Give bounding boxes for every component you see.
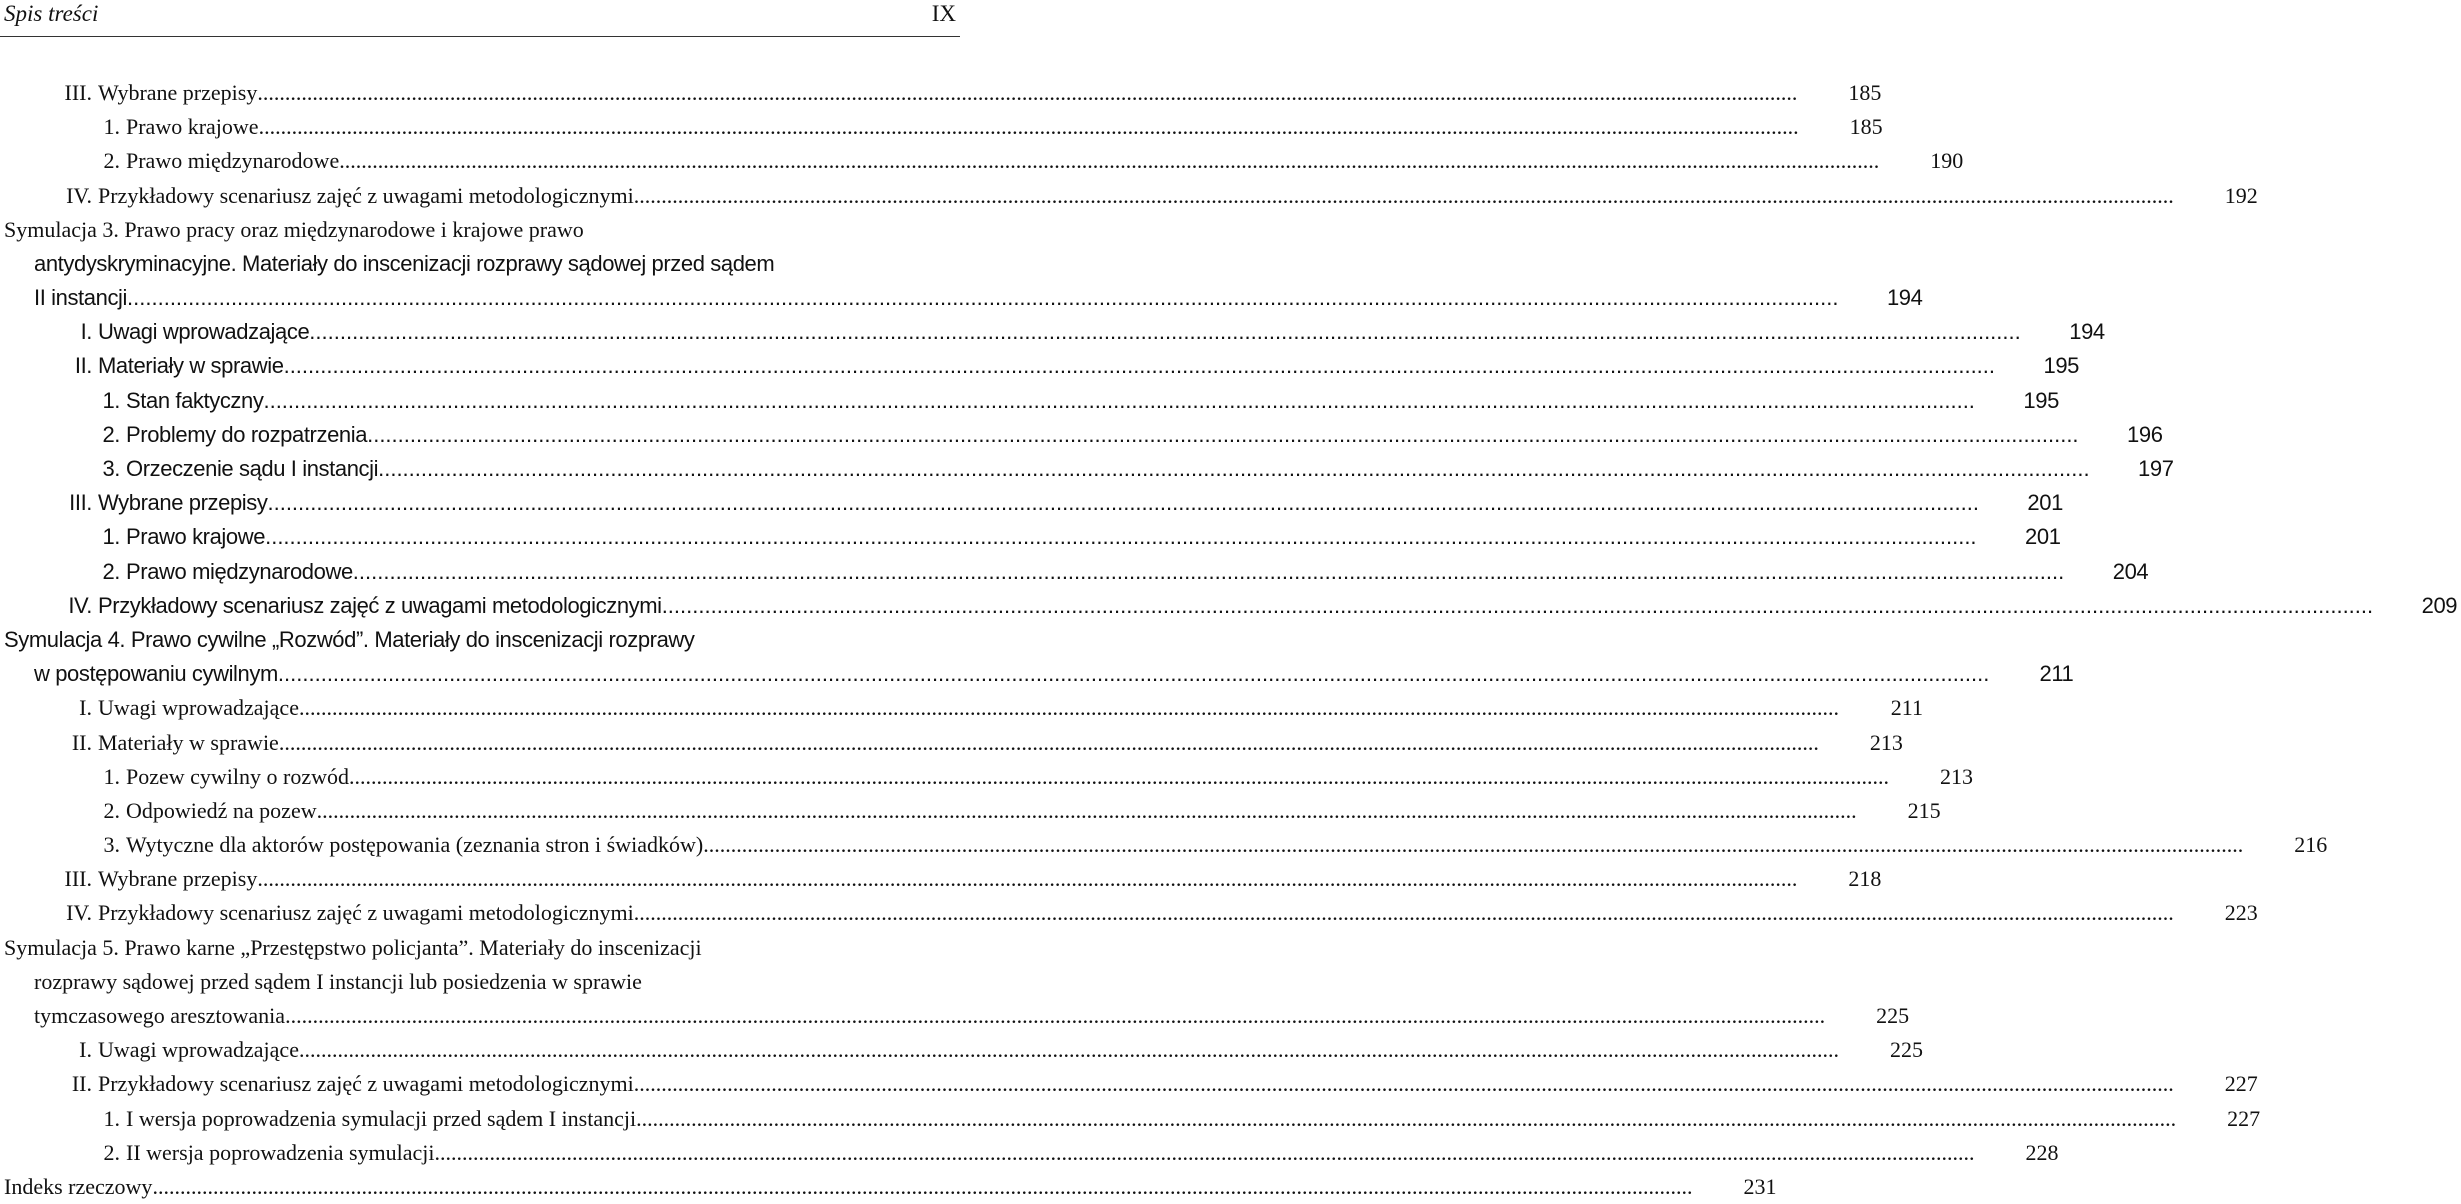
toc-entry-number: 1. (102, 387, 120, 413)
toc-entry[interactable] (0, 999, 1910, 1033)
toc-entry-number: II. (71, 1071, 92, 1097)
toc-entry-page: 223 (2224, 900, 2258, 926)
leader-dots (435, 1136, 1975, 1170)
leader-dots (284, 349, 1995, 383)
toc-entry-text: Wybrane przepisy (98, 490, 268, 516)
toc-entry-text: Uwagi wprowadzające (98, 695, 299, 721)
toc-entry[interactable] (0, 657, 2074, 691)
toc-heading-line[interactable]: Symulacja 5. Prawo karne „Przestępstwo policjanta”. Materiały do inscenizacji (4, 934, 702, 960)
toc-entry-page: 213 (1869, 729, 1903, 755)
toc-entry[interactable] (0, 1067, 2258, 1101)
toc-entry-page: 213 (1940, 763, 1974, 789)
toc-entry-number: II. (71, 729, 92, 755)
leader-dots (309, 315, 2020, 349)
toc-entry-text: Przykładowy scenariusz zajęć z uwagami metodologicznymi (98, 592, 662, 618)
toc-entry-text: Prawo krajowe (126, 524, 266, 550)
toc-entry-text: Wybrane przepisy (98, 866, 258, 892)
toc-entry[interactable] (0, 862, 1882, 896)
toc-entry-number: 2. (102, 558, 120, 584)
toc-entry-page: 195 (2043, 353, 2080, 379)
toc-entry-page: 211 (2039, 661, 2074, 687)
toc-entry-page: 185 (1849, 114, 1883, 140)
toc-entry-number: 1. (103, 763, 120, 789)
toc-entry-text: Materiały w sprawie (98, 353, 284, 379)
toc-entry-number: 3. (102, 456, 120, 482)
toc-entry-text: Materiały w sprawie (98, 729, 279, 755)
toc-entry-page: 201 (2025, 524, 2061, 550)
toc-entry-number: IV. (68, 592, 92, 618)
toc-entry-page: 231 (1743, 1173, 1777, 1199)
toc-entry-text: II wersja poprowadzenia symulacji (126, 1139, 435, 1165)
leader-dots (265, 520, 1976, 554)
toc-entry[interactable] (0, 350, 2080, 384)
toc-entry-number: IV. (66, 182, 92, 208)
toc-entry-number: 2. (103, 797, 120, 823)
toc-entry-number: 2. (103, 148, 120, 174)
toc-entry[interactable] (0, 555, 2149, 589)
toc-heading-line[interactable]: Symulacja 3. Prawo pracy oraz międzynarodowe i krajowe prawo (4, 216, 584, 242)
toc-entry-number: II. (74, 353, 92, 379)
toc-entry-page: 215 (1907, 797, 1941, 823)
leader-dots (339, 144, 1879, 178)
toc-entry-page: 201 (2027, 490, 2063, 516)
toc-entry-number: III. (64, 866, 92, 892)
toc-entry-page: 204 (2112, 558, 2149, 584)
toc-entry-text: Prawo międzynarodowe (126, 558, 353, 584)
toc-entry-number: III. (69, 490, 92, 516)
toc-entry-number: 2. (103, 1139, 120, 1165)
toc-entry-number: 1. (102, 524, 120, 550)
toc-entry-number: 2. (102, 421, 120, 447)
toc-entry[interactable] (0, 726, 1903, 760)
toc-entry-text: Wytyczne dla aktorów postępowania (zeznania stron i świadków) (126, 832, 704, 858)
toc-entry-text: II instancji (34, 285, 128, 311)
toc-entry[interactable] (0, 418, 2163, 452)
toc-entry-number: I. (80, 319, 92, 345)
toc-entry[interactable] (0, 1170, 1777, 1204)
toc-entry-text: Prawo międzynarodowe (126, 148, 340, 174)
toc-entry-number: 3. (103, 832, 120, 858)
toc-heading-line[interactable]: Symulacja 4. Prawo cywilne „Rozwód”. Materiały do inscenizacji rozprawy (4, 627, 695, 652)
page-number: IX (931, 1, 956, 26)
toc-entry-text: Uwagi wprowadzające (98, 319, 310, 345)
toc-entry-text: Stan faktyczny (126, 387, 264, 413)
toc-entry[interactable] (0, 1136, 2059, 1170)
toc-entry-page: 225 (1876, 1003, 1910, 1029)
toc-entry[interactable] (0, 179, 2258, 213)
leader-dots (317, 794, 1857, 828)
toc-entry-page: 194 (1886, 285, 1923, 311)
toc-entry-page: 190 (1930, 148, 1964, 174)
toc-entry-number: I. (79, 1037, 92, 1063)
leader-dots (378, 452, 2089, 486)
toc-entry-page: 216 (2294, 832, 2328, 858)
toc-entry-text: Odpowiedź na pozew (126, 797, 317, 823)
toc-entry-text: Przykładowy scenariusz zajęć z uwagami metodologicznymi (98, 182, 634, 208)
toc-entry[interactable] (0, 1102, 2261, 1136)
leader-dots (299, 1033, 1839, 1067)
toc-entry-text: Orzeczenie sądu I instancji (126, 456, 379, 482)
toc-entry[interactable] (0, 520, 2061, 554)
toc-entry-number: 1. (103, 1105, 120, 1131)
toc-entry[interactable] (0, 144, 1964, 178)
toc-entry-text: Przykładowy scenariusz zajęć z uwagami metodologicznymi (98, 1071, 634, 1097)
toc-entry[interactable] (0, 794, 1941, 828)
leader-dots (636, 1102, 2176, 1136)
toc-entry-page: 196 (2127, 421, 2163, 447)
toc-entry-number: 1. (103, 114, 120, 140)
toc-entry-text: Problemy do rozpatrzenia (126, 421, 368, 447)
table-of-contents (0, 76, 2458, 1204)
toc-entry[interactable] (0, 589, 2458, 623)
toc-entry[interactable] (0, 452, 2174, 486)
leader-dots (634, 179, 2174, 213)
leader-dots (285, 999, 1825, 1033)
toc-entry[interactable] (0, 897, 2258, 931)
leader-dots (353, 555, 2064, 589)
toc-entry[interactable] (0, 281, 1923, 315)
leader-dots (257, 862, 1797, 896)
toc-entry-page: 228 (2025, 1139, 2059, 1165)
toc-entry-text: Prawo krajowe (126, 114, 259, 140)
leader-dots (279, 726, 1819, 760)
leader-dots (634, 1067, 2174, 1101)
toc-entry-page: 185 (1848, 79, 1882, 105)
toc-entry-page: 227 (2224, 1071, 2258, 1097)
toc-entry-page: 227 (2227, 1105, 2261, 1131)
toc-entry-text: Uwagi wprowadzające (98, 1037, 299, 1063)
toc-entry-page: 211 (1890, 695, 1923, 721)
toc-entry-number: IV. (66, 900, 92, 926)
toc-entry[interactable] (0, 110, 1883, 144)
toc-entry[interactable] (0, 315, 2105, 349)
toc-entry[interactable] (0, 76, 1882, 110)
toc-entry-text: tymczasowego aresztowania (34, 1003, 286, 1029)
leader-dots (263, 384, 1974, 418)
toc-entry-page: 209 (2421, 592, 2458, 618)
toc-entry[interactable] (0, 486, 2063, 520)
toc-entry-text: Indeks rzeczowy (4, 1173, 153, 1199)
toc-entry-page: 225 (1889, 1037, 1923, 1063)
toc-entry-text: I wersja poprowadzenia symulacji przed sądem I instancji (126, 1105, 637, 1131)
leader-dots (703, 828, 2243, 862)
leader-dots (267, 486, 1978, 520)
toc-entry-number: I. (79, 695, 92, 721)
leader-dots (278, 657, 1989, 691)
running-title: Spis treści (4, 1, 99, 26)
leader-dots (127, 281, 1838, 315)
leader-dots (259, 110, 1799, 144)
toc-entry-number: III. (64, 79, 92, 105)
toc-entry-text: Pozew cywilny o rozwód (126, 763, 350, 789)
leader-dots (349, 760, 1889, 794)
toc-entry-page: 195 (2023, 387, 2059, 413)
leader-dots (299, 691, 1839, 725)
toc-entry-page: 192 (2224, 182, 2258, 208)
toc-entry[interactable] (0, 760, 1974, 794)
toc-entry[interactable] (0, 691, 1923, 725)
leader-dots (367, 418, 2078, 452)
toc-entry[interactable] (0, 1033, 1923, 1067)
toc-heading-line[interactable]: antydyskryminacyjne. Materiały do inscenizacji rozprawy sądowej przed sądem (34, 250, 775, 276)
leader-dots (152, 1170, 1692, 1204)
toc-heading-line[interactable]: rozprawy sądowej przed sądem I instancji lub posiedzenia w sprawie (34, 968, 642, 994)
toc-entry-text: Wybrane przepisy (98, 79, 258, 105)
toc-entry[interactable] (0, 384, 2059, 418)
toc-entry-text: Przykładowy scenariusz zajęć z uwagami metodologicznymi (98, 900, 634, 926)
leader-dots (634, 896, 2174, 930)
toc-entry-page: 194 (2069, 319, 2105, 345)
running-head (0, 0, 960, 37)
toc-entry-page: 197 (2138, 456, 2174, 482)
toc-entry-page: 218 (1848, 866, 1882, 892)
toc-entry-text: w postępowaniu cywilnym (34, 661, 278, 687)
leader-dots (257, 76, 1797, 110)
toc-entry[interactable] (0, 828, 2328, 862)
leader-dots (662, 589, 2373, 623)
